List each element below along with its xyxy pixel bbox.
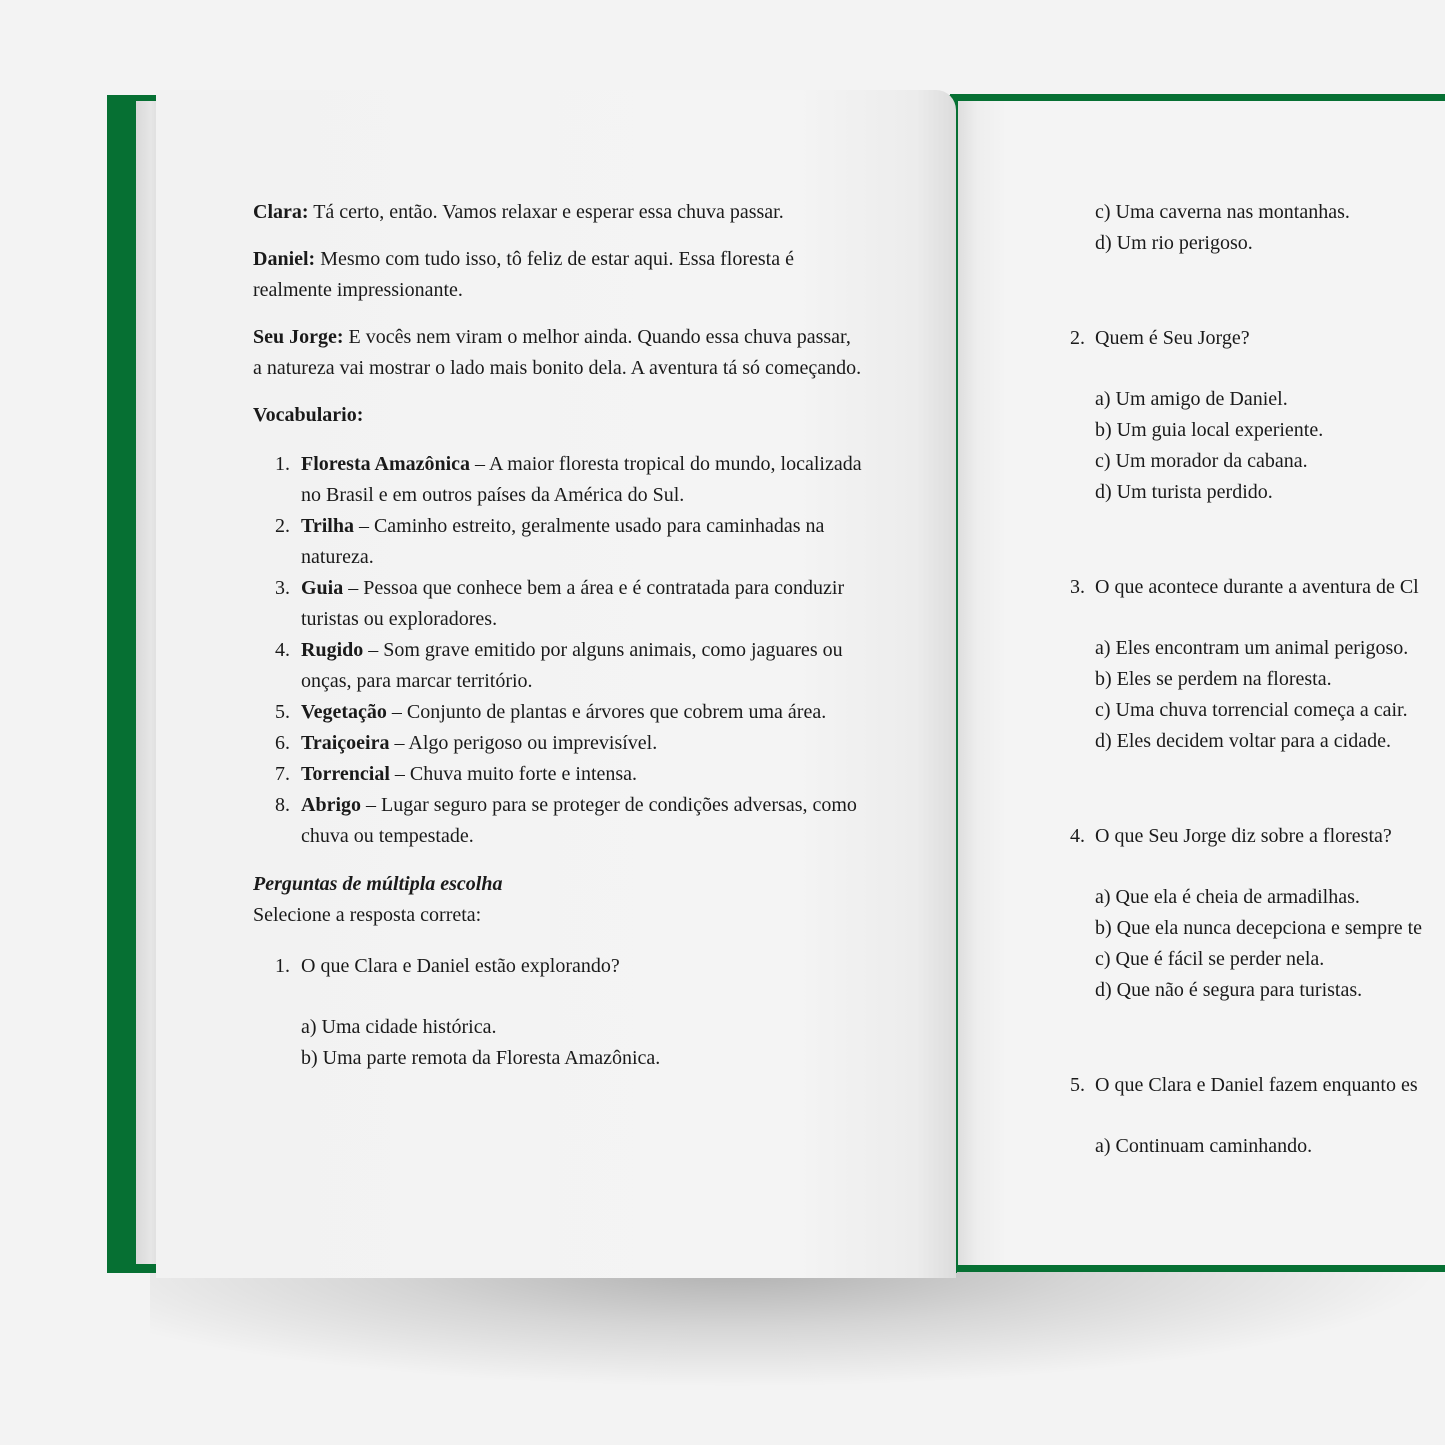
question-1-options (253, 1012, 863, 1074)
left-page-content (253, 197, 863, 1074)
vocab-definition: – Pessoa que conhece bem a área e é contratada para conduzir turistas ou exploradores. (301, 577, 845, 630)
vocab-term: Rugido (301, 639, 364, 661)
question-text: O que Seu Jorge diz sobre a floresta? (1095, 825, 1392, 847)
vocab-definition: – Lugar seguro para se proteger de condições adversas, como chuva ou tempestade. (301, 794, 857, 847)
answer-option: a) Eles encontram um animal perigoso. (1095, 637, 1409, 659)
question-text: O que acontece durante a aventura de Cl (1095, 576, 1419, 598)
questions-heading: Perguntas de múltipla escolha (253, 873, 503, 895)
dialogue-text: Mesmo com tudo isso, tô feliz de estar aqui. Essa floresta é realmente impressionante. (253, 248, 794, 301)
vocab-item (253, 759, 863, 790)
question-number: 1. (275, 955, 290, 977)
question-number: 2. (1070, 327, 1085, 349)
answer-option: a) Um amigo de Daniel. (1095, 388, 1288, 410)
answer-option: a) Continuam caminhando. (1095, 1135, 1313, 1157)
speaker-name: Daniel: (253, 248, 316, 270)
vocab-term: Trilha (301, 515, 354, 537)
vocab-definition: – Som grave emitido por alguns animais, como jaguares ou onças, para marcar território. (301, 639, 843, 692)
vocab-number: 2. (275, 515, 290, 537)
vocab-number: 4. (275, 639, 290, 661)
question-1 (253, 951, 863, 982)
vocab-definition: – Algo perigoso ou imprevisível. (394, 732, 658, 754)
answer-option: c) Que é fácil se perder nela. (1095, 948, 1325, 970)
question-4-options (1070, 882, 1445, 1006)
answer-option: b) Um guia local experiente. (1095, 419, 1324, 441)
answer-option: a) Uma cidade histórica. (301, 1016, 497, 1038)
dialogue-text: E vocês nem viram o melhor ainda. Quando essa chuva passar, a natureza vai mostrar o lado mais bonito dela. A aventura tá só começando. (253, 326, 862, 379)
question-text: O que Clara e Daniel fazem enquanto es (1095, 1074, 1418, 1096)
vocab-item (253, 449, 863, 511)
vocab-number: 3. (275, 577, 290, 599)
vocab-item (253, 573, 863, 635)
vocab-item (253, 790, 863, 852)
question-number: 5. (1070, 1074, 1085, 1096)
question-5-options (1070, 1131, 1445, 1162)
dialogue-text: Tá certo, então. Vamos relaxar e esperar essa chuva passar. (313, 201, 784, 223)
answer-option: c) Um morador da cabana. (1095, 450, 1308, 472)
dialogue-line (253, 197, 863, 228)
vocab-number: 7. (275, 763, 290, 785)
question-text: O que Clara e Daniel estão explorando? (301, 955, 620, 977)
questions-instructions: Selecione a resposta correta: (253, 904, 482, 926)
book-shadow (150, 1268, 1445, 1388)
question-3 (1070, 572, 1445, 603)
question-3-options (1070, 633, 1445, 757)
question-number: 4. (1070, 825, 1085, 847)
vocab-definition: – Conjunto de plantas e árvores que cobrem uma área. (391, 701, 827, 723)
question-1-options-continued (1070, 197, 1445, 259)
answer-option: a) Que ela é cheia de armadilhas. (1095, 886, 1360, 908)
vocab-number: 5. (275, 701, 290, 723)
question-2 (1070, 323, 1445, 354)
answer-option: c) Uma caverna nas montanhas. (1095, 201, 1350, 223)
question-5 (1070, 1070, 1445, 1101)
vocab-term: Traiçoeira (301, 732, 390, 754)
vocab-number: 8. (275, 794, 290, 816)
vocab-definition: – A maior floresta tropical do mundo, localizada no Brasil e em outros países da América do Sul. (301, 453, 862, 506)
question-text: Quem é Seu Jorge? (1095, 327, 1250, 349)
right-page-content (1070, 197, 1445, 1162)
vocab-item (253, 697, 863, 728)
vocab-term: Floresta Amazônica (301, 453, 471, 475)
vocab-number: 6. (275, 732, 290, 754)
answer-option: d) Um rio perigoso. (1095, 232, 1253, 254)
question-number: 3. (1070, 576, 1085, 598)
question-4 (1070, 821, 1445, 852)
answer-option: d) Eles decidem voltar para a cidade. (1095, 730, 1391, 752)
speaker-name: Clara: (253, 201, 309, 223)
dialogue-line (253, 322, 863, 384)
answer-option: d) Um turista perdido. (1095, 481, 1273, 503)
vocab-item (253, 511, 863, 573)
answer-option: b) Eles se perdem na floresta. (1095, 668, 1332, 690)
answer-option: d) Que não é segura para turistas. (1095, 979, 1363, 1001)
question-2-options (1070, 384, 1445, 508)
vocab-definition: – Chuva muito forte e intensa. (394, 763, 638, 785)
answer-option: b) Que ela nunca decepciona e sempre te (1095, 917, 1423, 939)
vocabulary-heading: Vocabulario: (253, 404, 364, 426)
vocab-term: Guia (301, 577, 344, 599)
vocabulary-list (253, 449, 863, 852)
speaker-name: Seu Jorge: (253, 326, 344, 348)
vocab-term: Vegetação (301, 701, 387, 723)
vocab-item (253, 728, 863, 759)
answer-option: b) Uma parte remota da Floresta Amazônica. (301, 1047, 661, 1069)
vocab-term: Abrigo (301, 794, 361, 816)
vocab-term: Torrencial (301, 763, 390, 785)
answer-option: c) Uma chuva torrencial começa a cair. (1095, 699, 1408, 721)
vocab-item (253, 635, 863, 697)
vocab-number: 1. (275, 453, 290, 475)
vocab-definition: – Caminho estreito, geralmente usado para caminhadas na natureza. (301, 515, 825, 568)
dialogue-line (253, 244, 863, 306)
